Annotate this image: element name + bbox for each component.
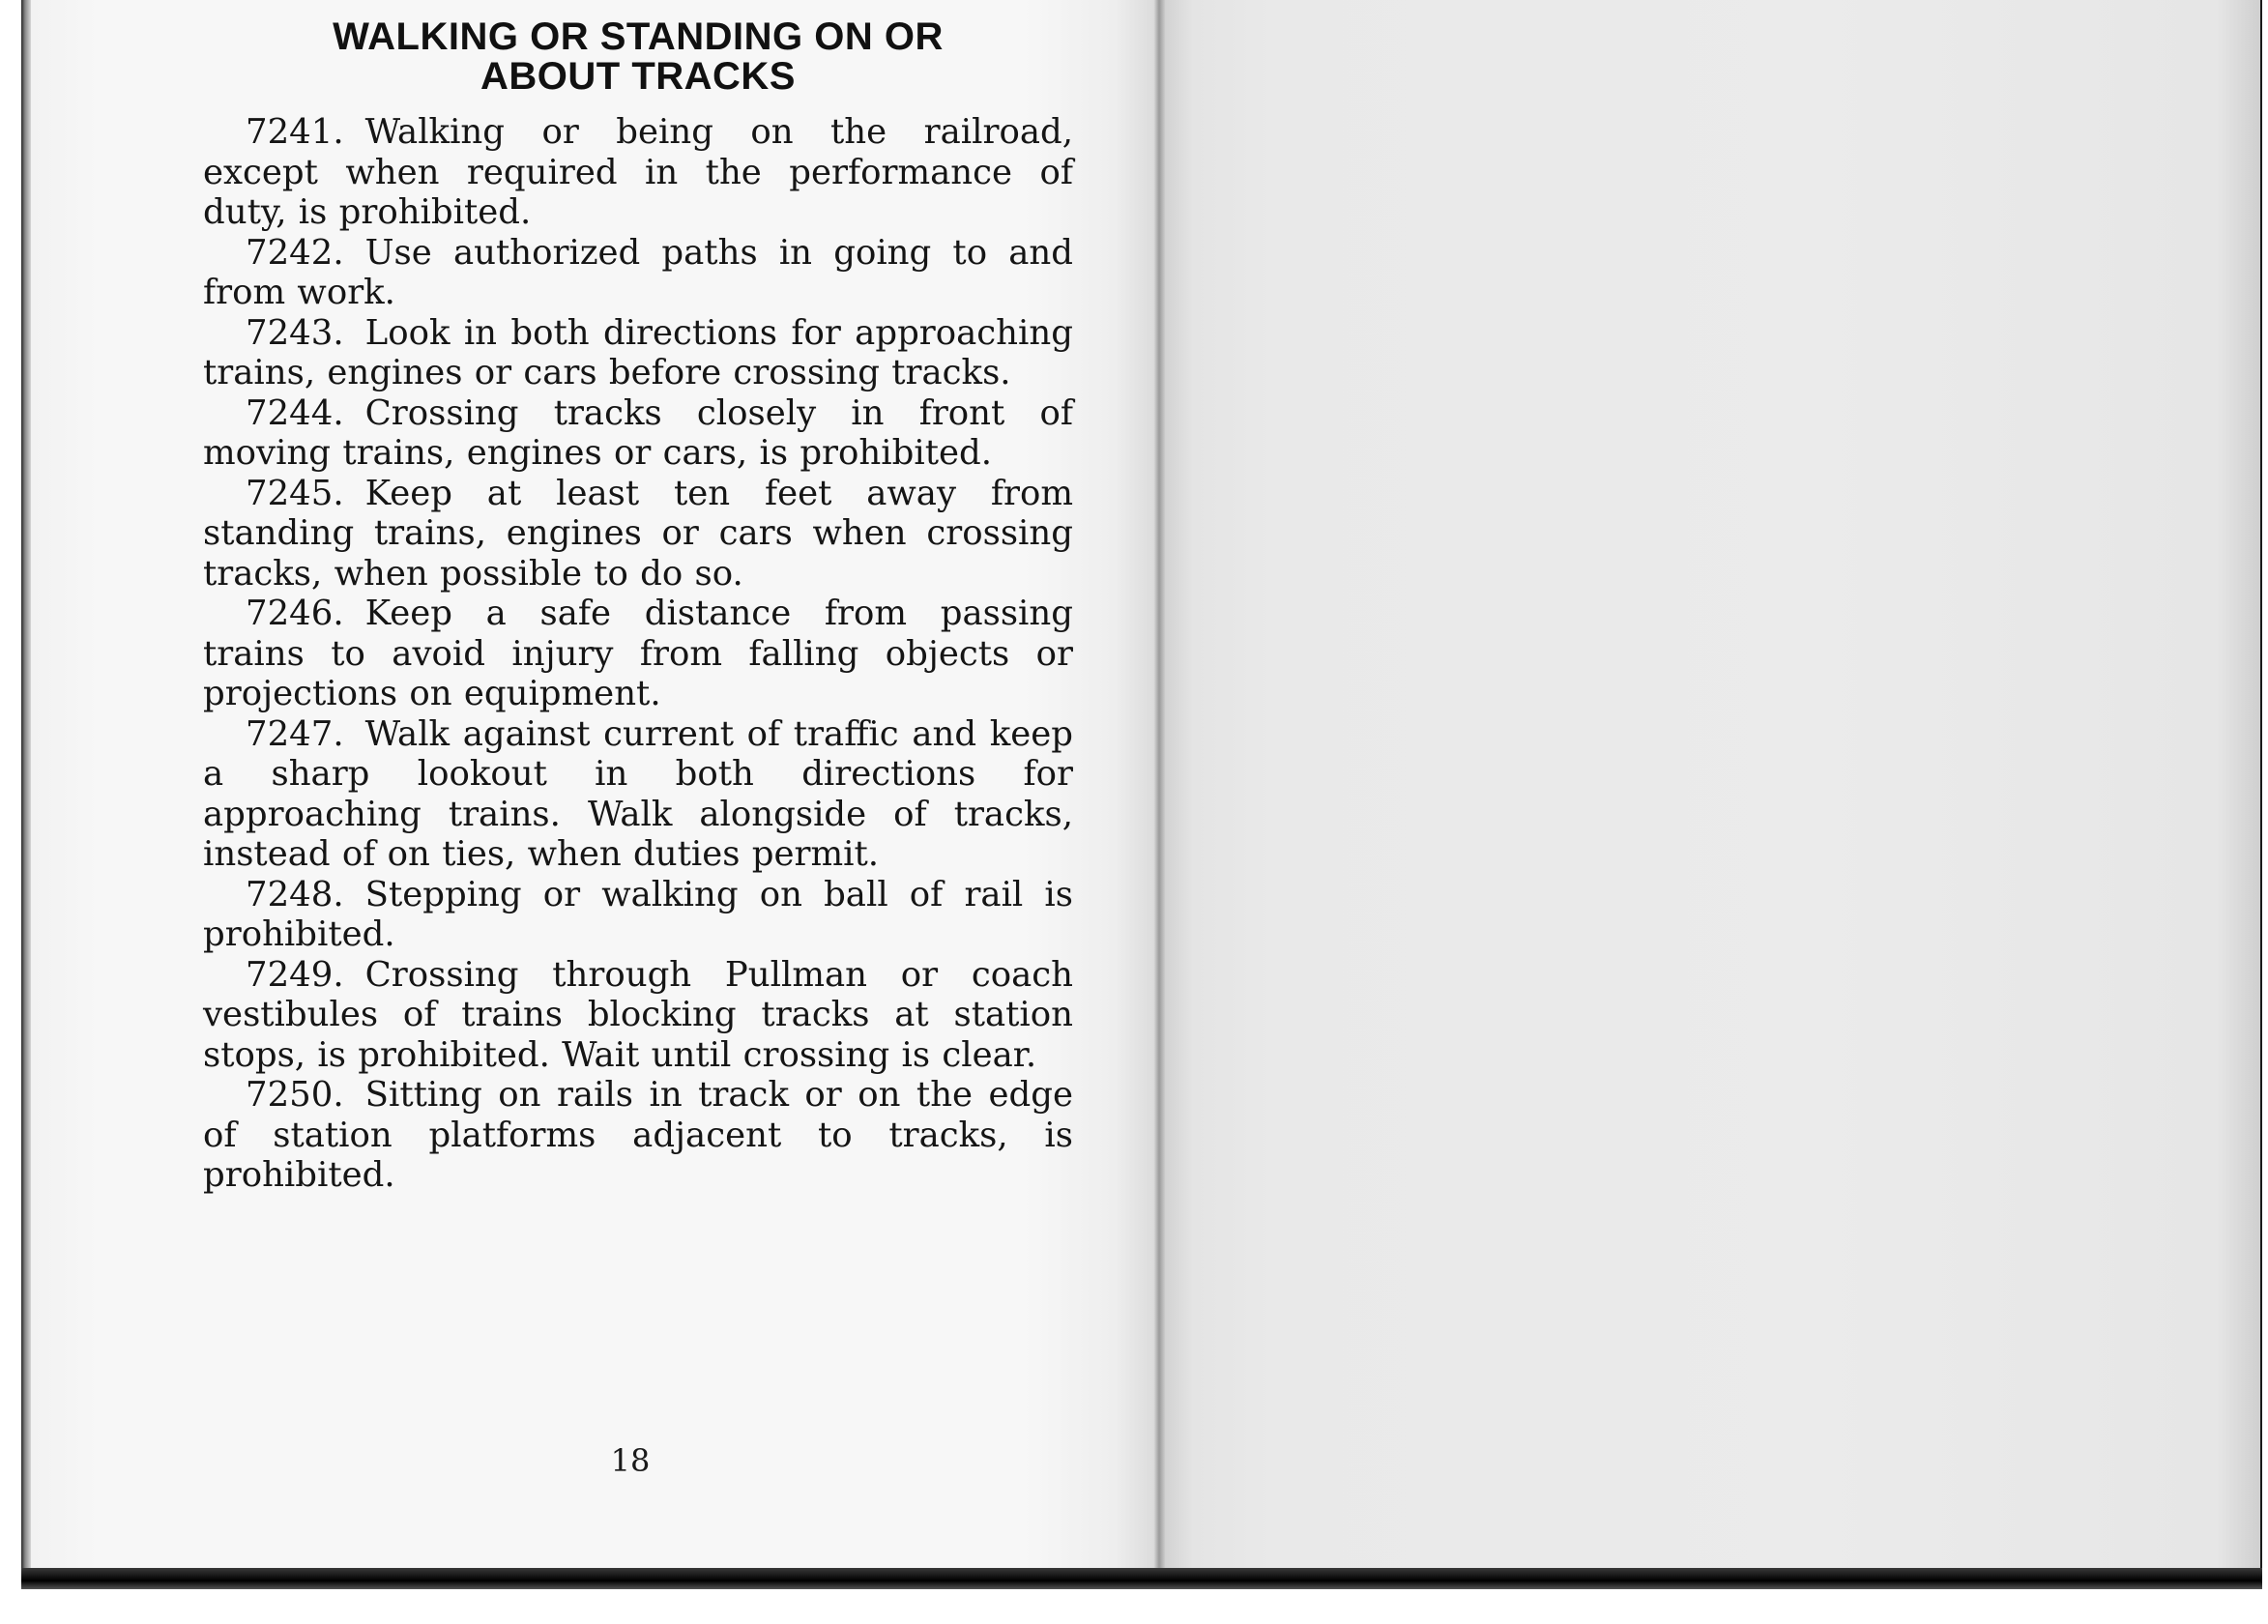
rule-7243 [203,313,1073,393]
book-spine-gutter [1153,0,1165,1585]
rule-number: 7244. [246,392,344,433]
rule-number: 7249. [246,954,344,995]
rule-text: Crossing tracks closely in front of moving trains, engines or cars, is prohibited. [203,392,1073,473]
page-number: 18 [610,1442,651,1479]
rule-text: Look in both directions for approaching trains, engines or cars before crossing tracks. [203,312,1073,392]
rule-7247 [203,714,1073,875]
rule-number: 7250. [246,1075,344,1115]
left-page [31,0,1160,1568]
rule-text: Keep a safe distance from passing trains to avoid injury from falling objects or projections on equipment. [203,594,1073,713]
section-heading-line-1: WALKING OR STANDING ON OR [333,15,944,58]
rule-number: 7247. [246,713,344,754]
rule-text: Keep at least ten feet away from standing trains, engines or cars when crossing tracks, when possible to do so. [203,473,1073,594]
section-heading [203,17,1073,97]
rule-text: Crossing through Pullman or coach vestibules of trains blocking tracks at station stops, is prohibited. Wait until crossing is clear. [203,954,1073,1075]
rule-number: 7242. [246,232,344,273]
rule-number: 7246. [246,594,344,633]
rule-number: 7245. [246,473,344,513]
rule-7244 [203,393,1073,474]
rule-7250 [203,1075,1073,1196]
rule-7241 [203,112,1073,233]
rules-section [203,17,1073,1196]
rule-7246 [203,594,1073,714]
rule-7248 [203,875,1073,955]
rule-number: 7243. [246,312,344,353]
rule-7249 [203,955,1073,1076]
page-stack-edge [21,0,31,1576]
section-heading-line-2: ABOUT TRACKS [480,55,796,98]
booklet-bottom-edge [21,1568,2262,1589]
rule-number: 7248. [246,874,344,914]
rule-7242 [203,233,1073,313]
rule-text: Stepping or walking on ball of rail is prohibited. [203,874,1073,954]
rule-text: Use authorized paths in going to and from work. [203,232,1073,312]
rule-text: Walk against current of traffic and keep a sharp lookout in both directions for approaching trains. Walk alongside of tracks, instead of on ties, when duties permit. [203,713,1073,874]
rule-text: Sitting on rails in track or on the edge of station platforms adjacent to tracks, is prohibited. [203,1075,1073,1195]
rule-text: Walking or being on the railroad, except when required in the performance of duty, is prohibited. [203,112,1073,232]
rule-7245 [203,474,1073,594]
rule-number: 7241. [246,112,344,152]
right-page-blank [1160,0,2260,1572]
